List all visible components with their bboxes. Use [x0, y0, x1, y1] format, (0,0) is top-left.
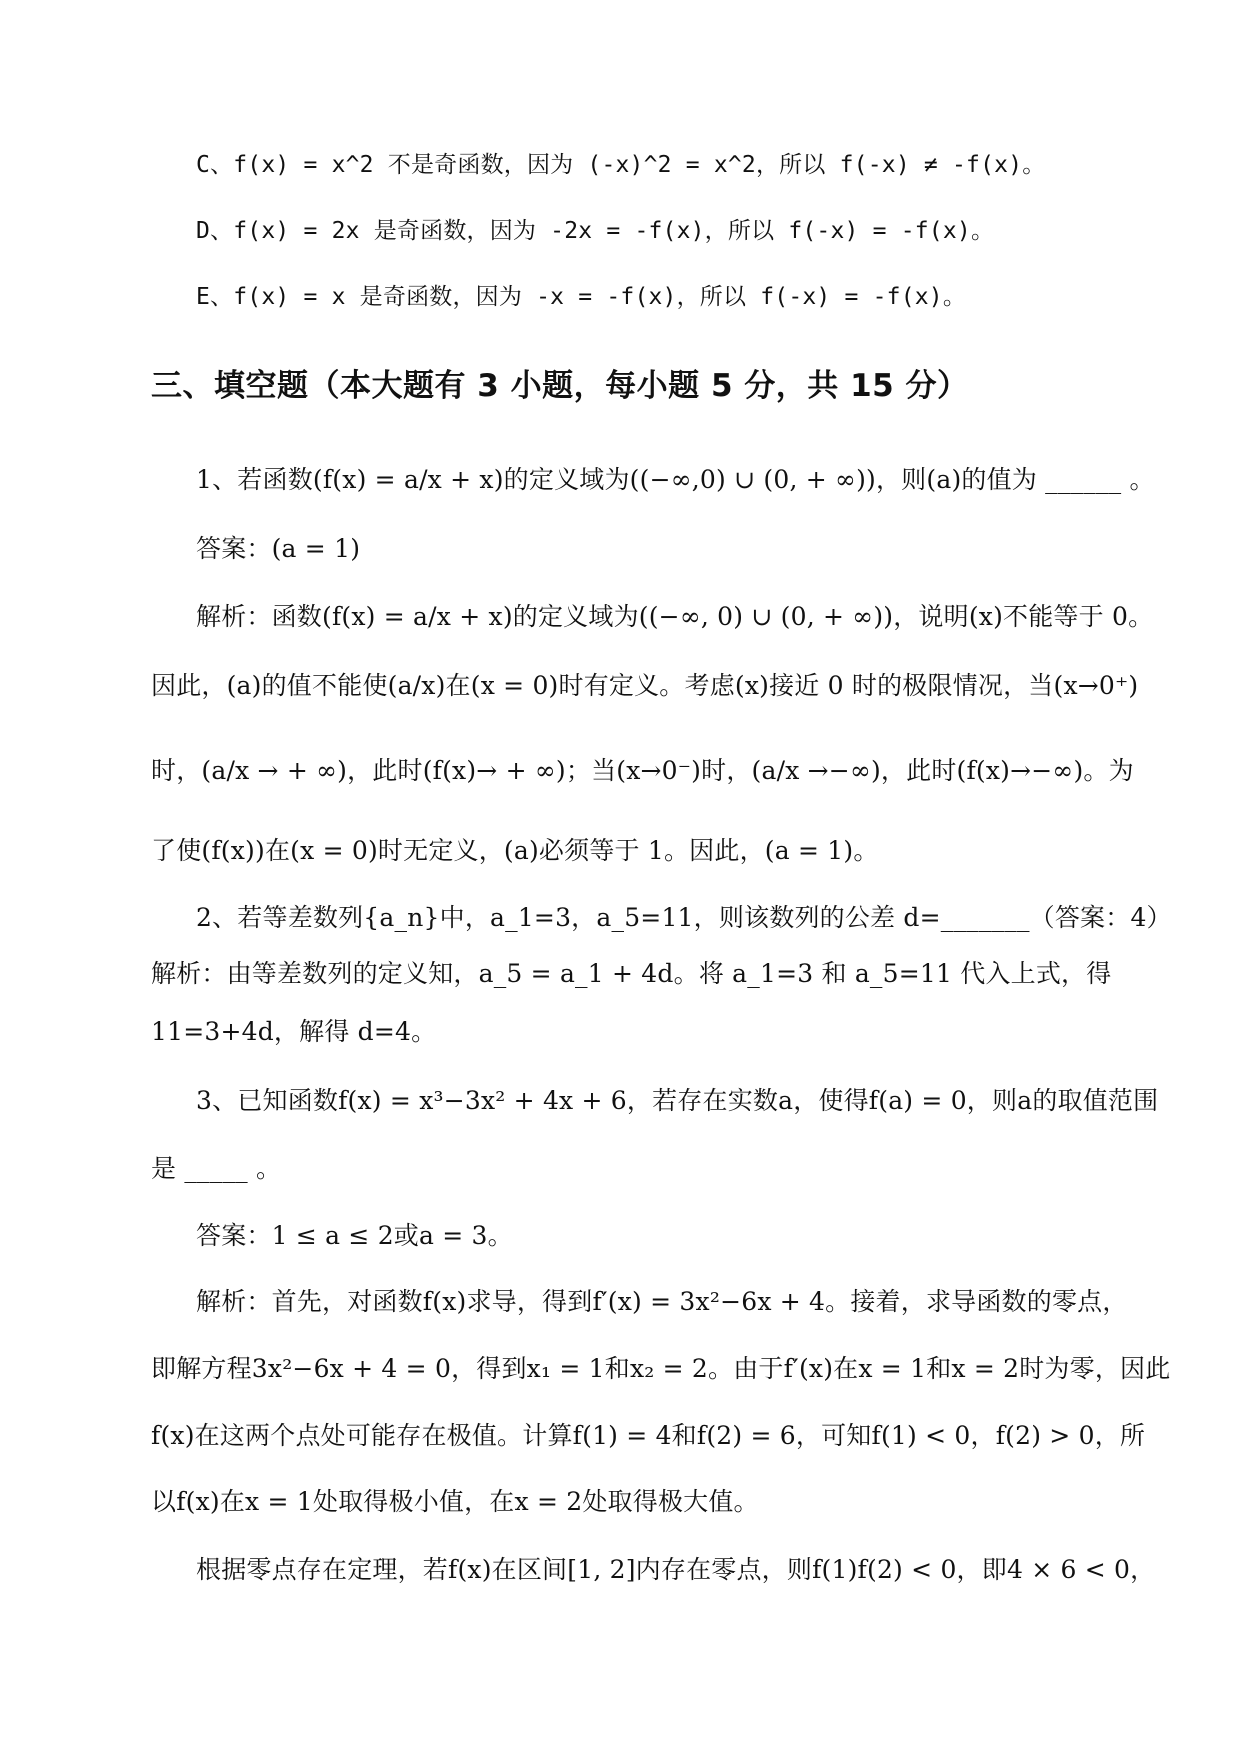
q3-question-line: 是 _____ 。: [151, 1154, 282, 1183]
q1-question: 1、若函数(f(x) = a/x + x)的定义域为((−∞,0) ∪ (0, + ∞))，则(a)的值为 ______ 。: [196, 465, 1155, 494]
q3-answer: 答案：1 ≤ a ≤ 2或a = 3。: [196, 1221, 513, 1250]
q3-analysis-line: 解析：首先，对函数f(x)求导，得到f′(x) = 3x²−6x + 4。接着，求导函数的零点，: [196, 1287, 1128, 1316]
q3-analysis-line: 即解方程3x²−6x + 4 = 0，得到x₁ = 1和x₂ = 2。由于f′(x)在x = 1和x = 2时为零，因此: [151, 1354, 1171, 1383]
q1-answer: 答案：(a = 1): [196, 534, 361, 563]
q3-question-line: 3、已知函数f(x) = x³−3x² + 4x + 6，若存在实数a，使得f(a) = 0，则a的取值范围: [196, 1086, 1159, 1115]
option-c: C、f(x) = x^2 不是奇函数，因为 (-x)^2 = x^2，所以 f(-x) ≠ -f(x)。: [196, 152, 1046, 178]
q3-analysis-line: 以f(x)在x = 1处取得极小值，在x = 2处取得极大值。: [151, 1487, 759, 1516]
q2-analysis-line: 11=3+4d，解得 d=4。: [151, 1017, 437, 1046]
q2-analysis-line: 解析：由等差数列的定义知，a_5 = a_1 + 4d。将 a_1=3 和 a_5=11 代入上式，得: [151, 959, 1112, 988]
q2-question: 2、若等差数列{a_n}中，a_1=3，a_5=11，则该数列的公差 d=_______（答案：4）: [196, 903, 1172, 932]
q1-analysis-line: 了使(f(x))在(x = 0)时无定义，(a)必须等于 1。因此，(a = 1)。: [151, 836, 879, 865]
q1-analysis-line: 解析：函数(f(x) = a/x + x)的定义域为((−∞, 0) ∪ (0, + ∞))，说明(x)不能等于 0。: [196, 602, 1154, 631]
q1-analysis-line: 时，(a/x → + ∞)，此时(f(x)→ + ∞)；当(x→0⁻)时，(a/x →−∞)，此时(f(x)→−∞)。为: [151, 756, 1134, 785]
section-title: 三、填空题（本大题有 3 小题，每小题 5 分，共 15 分）: [151, 368, 969, 404]
q3-analysis-line: f(x)在这两个点处可能存在极值。计算f(1) = 4和f(2) = 6，可知f(1) < 0，f(2) > 0，所: [151, 1421, 1146, 1450]
q1-analysis-line: 因此，(a)的值不能使(a/x)在(x = 0)时有定义。考虑(x)接近 0 时的极限情况，当(x→0⁺): [151, 671, 1139, 700]
q3-analysis-line: 根据零点存在定理，若f(x)在区间[1, 2]内存在零点，则f(1)f(2) < 0，即4 × 6 < 0，: [196, 1555, 1156, 1584]
option-e: E、f(x) = x 是奇函数，因为 -x = -f(x)，所以 f(-x) = -f(x)。: [196, 284, 967, 310]
option-d: D、f(x) = 2x 是奇函数，因为 -2x = -f(x)，所以 f(-x) = -f(x)。: [196, 218, 995, 244]
